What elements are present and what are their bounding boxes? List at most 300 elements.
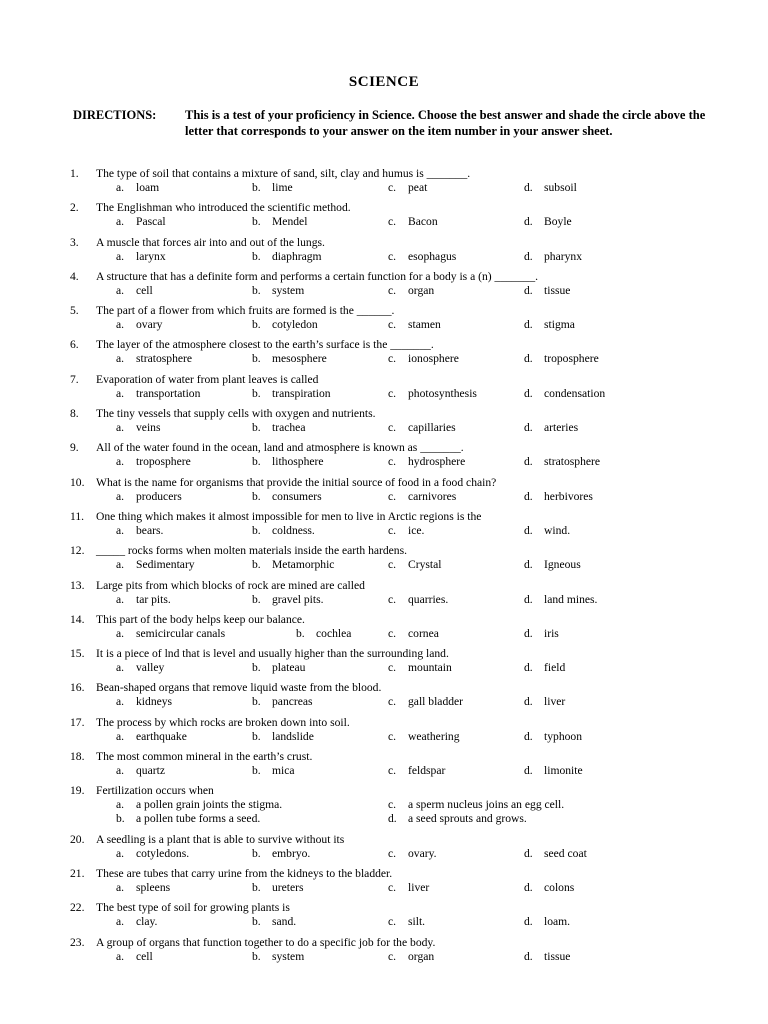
question-number: 10.: [70, 475, 85, 489]
option-letter: b.: [252, 592, 261, 606]
answer-option: [296, 627, 351, 641]
option-text: veins: [136, 421, 161, 435]
option-letter: a.: [116, 249, 125, 263]
answer-option: [252, 455, 324, 469]
answer-option: [252, 421, 305, 435]
option-letter: c.: [388, 318, 397, 332]
question-stem: [70, 716, 710, 730]
option-letter: b.: [252, 421, 261, 435]
answer-option: [252, 593, 324, 607]
answer-option: [252, 284, 304, 298]
answer-option: [252, 558, 334, 572]
options-row: [70, 490, 710, 504]
answer-option: [524, 524, 570, 538]
option-letter: d.: [388, 812, 397, 826]
question-list: [70, 167, 710, 970]
option-text: seed coat: [544, 846, 587, 860]
option-text: consumers: [272, 489, 322, 503]
question-text: Fertilization occurs when: [96, 784, 214, 798]
option-letter: a.: [116, 386, 125, 400]
answer-option: [116, 250, 166, 264]
question-number: 2.: [70, 201, 79, 215]
question-text: One thing which makes it almost impossible for men to live in Arctic regions is the: [96, 509, 482, 523]
options-row: [70, 593, 710, 607]
question-number: 17.: [70, 715, 85, 729]
option-text: colons: [544, 880, 575, 894]
option-letter: a.: [116, 215, 125, 229]
option-text: lime: [272, 181, 293, 194]
answer-option: [252, 524, 315, 538]
option-letter: b.: [252, 846, 261, 860]
answer-option: [116, 455, 191, 469]
option-letter: b.: [252, 764, 261, 778]
question-item: [70, 579, 710, 607]
option-text: tissue: [544, 949, 571, 963]
question-number: 22.: [70, 901, 85, 915]
option-text: Crystal: [408, 558, 442, 572]
option-letter: c.: [388, 455, 397, 469]
question-text: This part of the body helps keep our balance.: [96, 612, 305, 626]
question-stem: [70, 476, 710, 490]
question-item: [70, 304, 710, 332]
option-text: system: [272, 949, 305, 963]
option-text: subsoil: [544, 181, 577, 194]
answer-option: [388, 627, 439, 641]
option-letter: c.: [388, 215, 397, 229]
option-letter: c.: [388, 386, 397, 400]
question-stem: [70, 338, 710, 352]
answer-option: [388, 695, 463, 709]
option-text: Boyle: [544, 215, 572, 229]
question-stem: [70, 236, 710, 250]
option-letter: a.: [116, 729, 125, 743]
answer-option: [524, 490, 593, 504]
option-text: pharynx: [544, 249, 582, 263]
option-text: photosynthesis: [408, 386, 477, 400]
question-stem: [70, 167, 710, 181]
options-row: [70, 661, 710, 675]
answer-option: [252, 695, 313, 709]
option-text: Igneous: [544, 558, 581, 572]
question-stem: [70, 833, 710, 847]
question-number: 11.: [70, 509, 85, 523]
option-text: bears.: [136, 523, 164, 537]
option-text: loam: [136, 181, 160, 194]
answer-option: [388, 387, 477, 401]
option-letter: d.: [524, 592, 533, 606]
option-text: transpiration: [272, 386, 331, 400]
answer-option: [116, 524, 163, 538]
option-letter: d.: [524, 386, 533, 400]
question-number: 23.: [70, 935, 85, 949]
answer-option: [116, 730, 187, 744]
question-item: [70, 716, 710, 744]
question-stem: [70, 613, 710, 627]
question-item: [70, 201, 710, 229]
question-text: All of the water found in the ocean, land and atmosphere is known as _______.: [96, 441, 464, 455]
question-text: The type of soil that contains a mixture of sand, silt, clay and humus is _______.: [96, 167, 471, 180]
answer-option: [524, 181, 577, 195]
question-item: [70, 510, 710, 538]
option-letter: c.: [388, 249, 397, 263]
option-text: cotyledon: [272, 318, 318, 332]
question-text: These are tubes that carry urine from the kidneys to the bladder.: [96, 866, 393, 880]
option-text: mica: [272, 764, 295, 778]
answer-option: [252, 215, 307, 229]
answer-option: [388, 524, 424, 538]
option-letter: c.: [388, 846, 397, 860]
question-item: [70, 936, 710, 964]
options-row: [70, 812, 710, 826]
option-text: pancreas: [272, 695, 313, 709]
options-row: [70, 627, 710, 641]
option-text: ovary.: [408, 846, 437, 860]
answer-option: [524, 558, 581, 572]
option-letter: a.: [116, 661, 125, 675]
question-number: 3.: [70, 235, 79, 249]
answer-option: [252, 181, 293, 195]
option-letter: a.: [116, 421, 125, 435]
option-letter: c.: [388, 592, 397, 606]
option-letter: a.: [116, 880, 125, 894]
question-number: 5.: [70, 304, 79, 318]
options-row: [70, 318, 710, 332]
option-text: larynx: [136, 249, 166, 263]
question-item: [70, 270, 710, 298]
option-text: landslide: [272, 729, 314, 743]
option-text: peat: [408, 181, 428, 194]
option-letter: d.: [524, 695, 533, 709]
directions-text: This is a test of your proficiency in Science. Choose the best answer and shade the circle above the letter that corresponds to your answer on the item number in your answer sheet.: [185, 108, 706, 138]
answer-option: [388, 730, 460, 744]
option-text: arteries: [544, 421, 579, 435]
question-text: The part of a flower from which fruits are formed is the ______.: [96, 304, 395, 318]
answer-option: [388, 250, 456, 264]
option-letter: a.: [116, 764, 125, 778]
option-text: carnivores: [408, 489, 457, 503]
answer-option: [116, 798, 282, 812]
answer-option: [116, 695, 172, 709]
question-number: 16.: [70, 681, 85, 695]
option-letter: d.: [524, 455, 533, 469]
option-letter: a.: [116, 846, 125, 860]
question-item: [70, 338, 710, 366]
answer-option: [524, 455, 600, 469]
option-letter: a.: [116, 523, 125, 537]
option-text: cell: [136, 949, 153, 963]
option-letter: b.: [252, 558, 261, 572]
question-number: 12.: [70, 544, 85, 558]
option-text: land mines.: [544, 592, 598, 606]
question-text: The tiny vessels that supply cells with oxygen and nutrients.: [96, 407, 376, 421]
question-stem: [70, 936, 710, 950]
question-number: 4.: [70, 269, 79, 283]
answer-option: [524, 593, 597, 607]
option-letter: c.: [388, 421, 397, 435]
option-letter: d.: [524, 352, 533, 366]
answer-option: [388, 421, 456, 435]
answer-option: [388, 847, 437, 861]
option-text: ureters: [272, 880, 304, 894]
option-text: limonite: [544, 764, 583, 778]
option-letter: d.: [524, 318, 533, 332]
option-text: mesosphere: [272, 352, 327, 366]
options-row: [70, 847, 710, 861]
answer-option: [524, 352, 599, 366]
answer-option: [388, 558, 442, 572]
question-number: 20.: [70, 832, 85, 846]
question-text: The most common mineral in the earth’s crust.: [96, 750, 313, 764]
page-title: SCIENCE: [348, 74, 420, 90]
option-text: troposphere: [544, 352, 599, 366]
question-stem: [70, 441, 710, 455]
answer-option: [524, 881, 574, 895]
option-letter: b.: [252, 386, 261, 400]
options-row: [70, 524, 710, 538]
answer-option: [524, 627, 559, 641]
option-letter: c.: [388, 181, 397, 194]
option-letter: c.: [388, 949, 397, 963]
option-text: Metamorphic: [272, 558, 335, 572]
option-text: field: [544, 661, 566, 675]
option-text: system: [272, 283, 305, 297]
option-letter: d.: [524, 489, 533, 503]
option-text: stratosphere: [136, 352, 193, 366]
option-text: plateau: [272, 661, 306, 675]
option-text: stigma: [544, 318, 575, 332]
option-text: earthquake: [136, 729, 187, 743]
question-number: 1.: [70, 167, 79, 180]
answer-option: [252, 318, 318, 332]
answer-option: [524, 915, 570, 929]
option-letter: d.: [524, 949, 533, 963]
option-letter: d.: [524, 846, 533, 860]
option-letter: d.: [524, 215, 533, 229]
option-letter: b.: [252, 215, 261, 229]
option-text: typhoon: [544, 729, 583, 743]
question-item: [70, 750, 710, 778]
option-text: Pascal: [136, 215, 166, 229]
option-text: iris: [544, 626, 559, 640]
answer-option: [524, 950, 570, 964]
option-letter: b.: [252, 181, 261, 194]
options-row: [70, 284, 710, 298]
option-text: mountain: [408, 661, 452, 675]
answer-option: [388, 284, 434, 298]
option-text: feldspar: [408, 764, 446, 778]
question-stem: [70, 304, 710, 318]
question-number: 9.: [70, 441, 79, 455]
option-letter: b.: [252, 318, 261, 332]
question-stem: [70, 407, 710, 421]
answer-option: [388, 950, 434, 964]
option-letter: a.: [116, 949, 125, 963]
option-letter: d.: [524, 880, 533, 894]
option-text: liver: [408, 880, 430, 894]
option-letter: c.: [388, 558, 397, 572]
question-item: [70, 373, 710, 401]
options-row: [70, 352, 710, 366]
option-letter: a.: [116, 592, 125, 606]
option-text: clay.: [136, 915, 158, 929]
question-number: 14.: [70, 612, 85, 626]
answer-option: [388, 593, 448, 607]
question-item: [70, 476, 710, 504]
option-letter: d.: [524, 249, 533, 263]
option-letter: b.: [252, 455, 261, 469]
option-letter: a.: [116, 318, 125, 332]
answer-option: [116, 661, 164, 675]
answer-option: [524, 847, 587, 861]
question-text: A group of organs that function together to do a specific job for the body.: [96, 935, 436, 949]
answer-option: [388, 352, 459, 366]
option-letter: d.: [524, 764, 533, 778]
option-letter: b.: [252, 352, 261, 366]
question-item: [70, 407, 710, 435]
question-stem: [70, 579, 710, 593]
question-item: [70, 681, 710, 709]
option-text: liver: [544, 695, 566, 709]
question-number: 7.: [70, 372, 79, 386]
answer-option: [524, 318, 575, 332]
options-row: [70, 881, 710, 895]
answer-option: [116, 812, 260, 826]
option-text: gall bladder: [408, 695, 464, 709]
question-number: 6.: [70, 338, 79, 352]
option-letter: c.: [388, 661, 397, 675]
question-item: [70, 784, 710, 826]
option-text: diaphragm: [272, 249, 322, 263]
answer-option: [524, 387, 605, 401]
question-item: [70, 867, 710, 895]
option-letter: c.: [388, 283, 397, 297]
question-stem: [70, 681, 710, 695]
answer-option: [388, 798, 564, 812]
option-text: herbivores: [544, 489, 593, 503]
option-text: valley: [136, 661, 165, 675]
option-text: cell: [136, 283, 153, 297]
question-text: A muscle that forces air into and out of the lungs.: [96, 235, 325, 249]
option-text: semicircular canals: [136, 626, 226, 640]
option-text: weathering: [408, 729, 460, 743]
question-stem: [70, 201, 710, 215]
option-letter: d.: [524, 181, 533, 194]
question-stem: [70, 784, 710, 798]
option-letter: a.: [116, 695, 125, 709]
option-letter: b.: [252, 695, 261, 709]
options-row: [70, 421, 710, 435]
option-letter: d.: [524, 283, 533, 297]
option-text: lithosphere: [272, 455, 324, 469]
option-letter: c.: [388, 523, 397, 537]
question-text: It is a piece of lnd that is level and usually higher than the surrounding land.: [96, 647, 449, 661]
option-letter: b.: [296, 626, 305, 640]
options-row: [70, 915, 710, 929]
answer-option: [388, 490, 456, 504]
question-item: [70, 647, 710, 675]
question-item: [70, 833, 710, 861]
options-row: [70, 250, 710, 264]
option-text: Sedimentary: [136, 558, 195, 572]
question-number: 13.: [70, 578, 85, 592]
option-text: capillaries: [408, 421, 456, 435]
question-number: 15.: [70, 647, 85, 661]
question-item: [70, 167, 710, 195]
option-text: a sperm nucleus joins an egg cell.: [408, 798, 565, 812]
option-text: stratosphere: [544, 455, 601, 469]
options-row: [70, 181, 710, 195]
option-letter: b.: [252, 729, 261, 743]
option-letter: a.: [116, 798, 125, 812]
option-letter: c.: [388, 626, 397, 640]
question-text: A structure that has a definite form and performs a certain function for a body is a (n) _______.: [96, 269, 539, 283]
question-text: The best type of soil for growing plants is: [96, 901, 290, 915]
option-letter: c.: [388, 729, 397, 743]
option-text: ovary: [136, 318, 163, 332]
answer-option: [252, 847, 310, 861]
directions: [73, 107, 733, 139]
directions-label: DIRECTIONS:: [73, 108, 157, 122]
option-text: embryo.: [272, 846, 311, 860]
option-text: cornea: [408, 626, 439, 640]
option-text: producers: [136, 489, 182, 503]
answer-option: [388, 915, 425, 929]
option-letter: b.: [252, 283, 261, 297]
answer-option: [388, 181, 427, 195]
answer-option: [524, 250, 582, 264]
answer-option: [252, 387, 331, 401]
option-letter: b.: [116, 812, 125, 826]
option-text: esophagus: [408, 249, 457, 263]
option-text: organ: [408, 283, 435, 297]
question-stem: [70, 901, 710, 915]
answer-option: [252, 764, 295, 778]
option-letter: b.: [252, 489, 261, 503]
answer-option: [116, 593, 171, 607]
answer-option: [116, 558, 195, 572]
question-stem: [70, 373, 710, 387]
option-text: sand.: [272, 915, 297, 929]
answer-option: [524, 661, 565, 675]
question-text: The process by which rocks are broken down into soil.: [96, 715, 350, 729]
option-letter: a.: [116, 915, 125, 929]
option-text: silt.: [408, 915, 426, 929]
option-text: ionosphere: [408, 352, 459, 366]
option-text: organ: [408, 949, 435, 963]
question-stem: [70, 750, 710, 764]
question-item: [70, 901, 710, 929]
option-letter: a.: [116, 283, 125, 297]
option-text: gravel pits.: [272, 592, 324, 606]
question-text: What is the name for organisms that provide the initial source of food in a food chain?: [96, 475, 497, 489]
answer-option: [116, 847, 189, 861]
question-number: 18.: [70, 750, 85, 764]
answer-option: [116, 950, 153, 964]
option-text: Mendel: [272, 215, 308, 229]
question-number: 21.: [70, 866, 85, 880]
question-text: Evaporation of water from plant leaves is called: [96, 372, 319, 386]
answer-option: [388, 812, 527, 826]
question-item: [70, 613, 710, 641]
option-letter: c.: [388, 489, 397, 503]
question-text: The Englishman who introduced the scientific method.: [96, 201, 351, 215]
answer-option: [388, 455, 465, 469]
answer-option: [524, 284, 570, 298]
answer-option: [252, 881, 304, 895]
option-text: a pollen tube forms a seed.: [136, 812, 261, 826]
option-letter: d.: [524, 915, 533, 929]
question-stem: [70, 510, 710, 524]
